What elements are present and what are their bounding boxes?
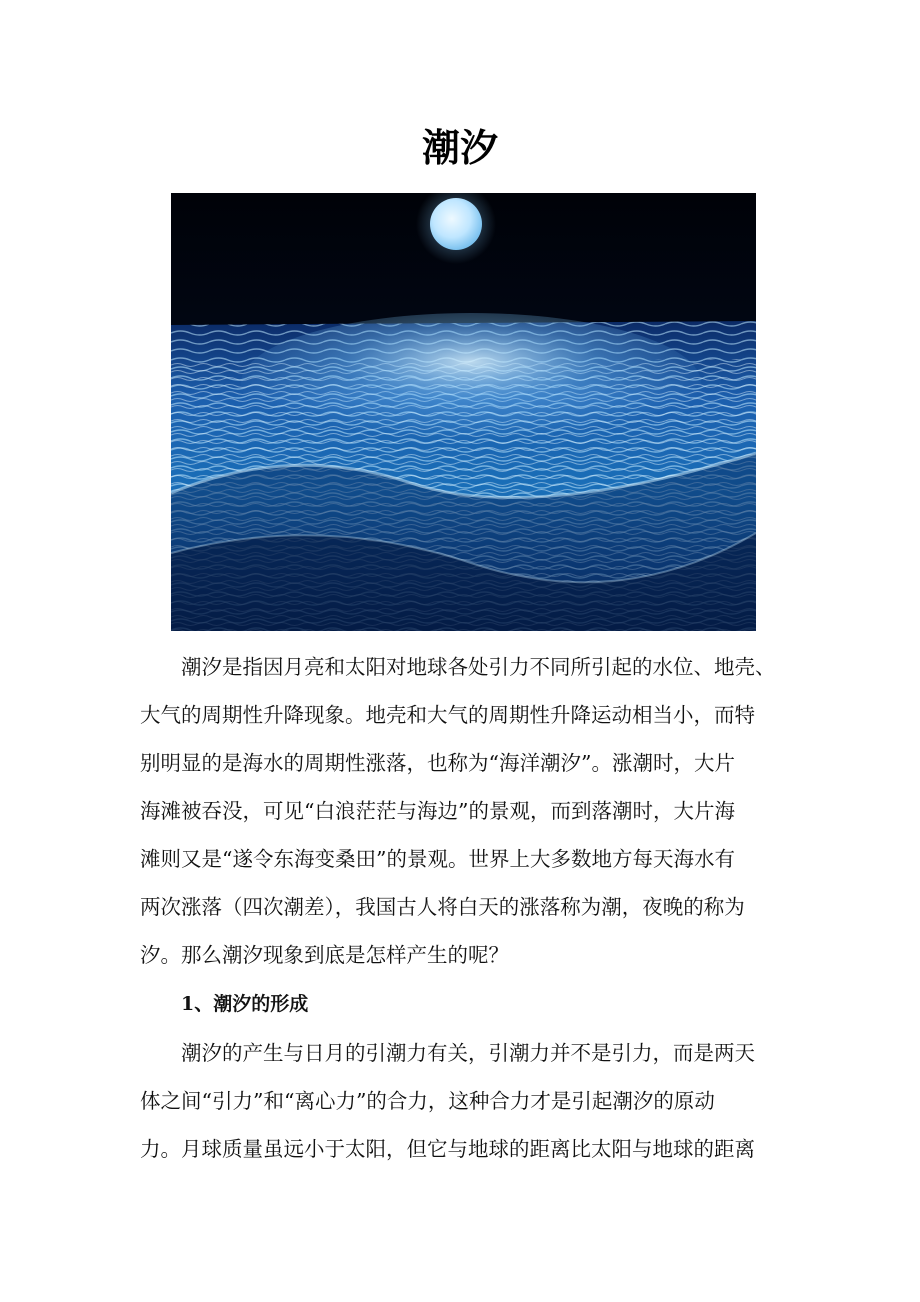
paragraph-line: 大气的周期性升降现象。地壳和大气的周期性升降运动相当小，而特 bbox=[140, 703, 755, 727]
paragraph-line: 体之间“引力”和“离心力”的合力，这种合力才是引起潮汐的原动 bbox=[140, 1089, 715, 1113]
paragraph-line: 两次涨落（四次潮差），我国古人将白天的涨落称为潮，夜晚的称为 bbox=[140, 895, 745, 919]
paragraph-line: 滩则又是“遂令东海变桑田”的景观。世界上大多数地方每天海水有 bbox=[140, 847, 735, 871]
full-moon-over-ocean-image bbox=[171, 193, 756, 631]
paragraph-line: 海滩被吞没，可见“白浪茫茫与海边”的景观，而到落潮时，大片海 bbox=[140, 799, 735, 823]
paragraph-line: 潮汐是指因月亮和太阳对地球各处引力不同所引起的水位、地壳、 bbox=[181, 655, 776, 679]
paragraph-line: 汐。那么潮汐现象到底是怎样产生的呢？ bbox=[140, 943, 509, 967]
paragraph-line: 别明显的是海水的周期性涨落，也称为“海洋潮汐”。涨潮时，大片 bbox=[140, 751, 735, 775]
paragraph-line: 力。月球质量虽远小于太阳，但它与地球的距离比太阳与地球的距离 bbox=[140, 1137, 755, 1161]
section-heading: 1、潮汐的形成 bbox=[181, 993, 309, 1015]
page-title: 潮汐 bbox=[421, 126, 498, 170]
moon-icon bbox=[430, 198, 482, 250]
paragraph-line: 潮汐的产生与日月的引潮力有关，引潮力并不是引力，而是两天 bbox=[181, 1041, 755, 1065]
moon-over-sea-photo bbox=[171, 193, 756, 631]
